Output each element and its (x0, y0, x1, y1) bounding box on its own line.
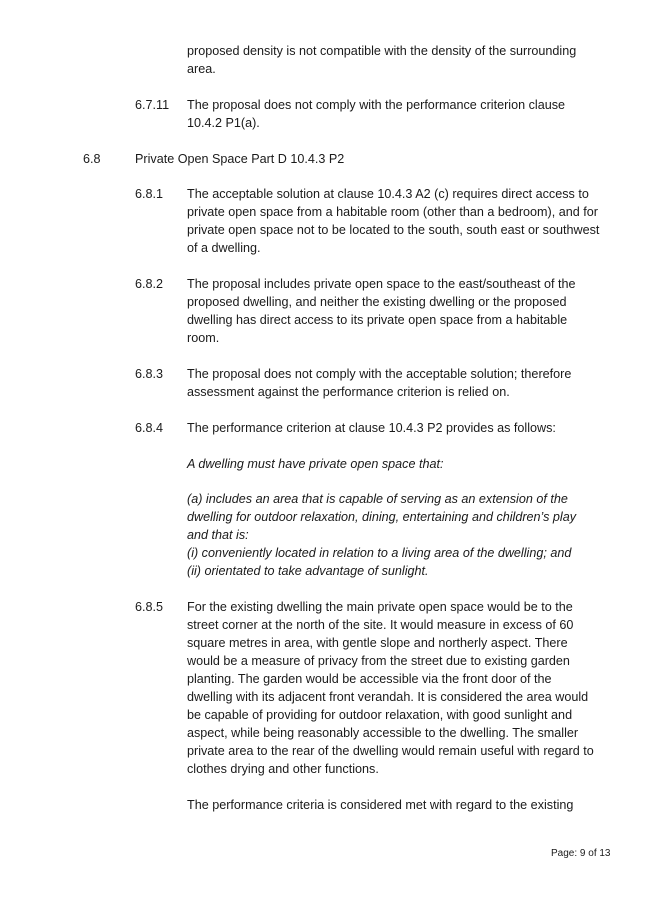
text-line: The proposal does not comply with the acceptable solution; therefore (187, 367, 572, 381)
text-line: room. (187, 331, 220, 345)
text-line: For the existing dwelling the main private open space would be to the (187, 600, 573, 614)
text-line: street corner at the north of the site. It would measure in excess of 60 (187, 618, 574, 632)
intro-paragraph (187, 42, 607, 78)
text-line: area. (187, 62, 216, 76)
paragraph-6-8-5 (187, 598, 607, 778)
quote-line: and that is: (187, 528, 249, 542)
paragraph-6-8-3 (187, 365, 607, 401)
text-line: private area to the rear of the dwelling would remain useful with regard to (187, 744, 594, 758)
text-line: 10.4.2 P1(a). (187, 116, 260, 130)
quote-body (187, 490, 607, 580)
text-line: dwelling with its adjacent front verandah. It is considered the area would (187, 690, 589, 704)
quote-line: (a) includes an area that is capable of serving as an extension of the (187, 492, 568, 506)
paragraph-6-8-1 (187, 185, 607, 257)
quote-line: dwelling for outdoor relaxation, dining, entertaining and children’s play (187, 510, 577, 524)
text-line: private open space not to be located to the south, south east or southwest (187, 223, 600, 237)
text-line: assessment against the performance criterion is relied on. (187, 385, 510, 399)
paragraph-number-6-8-3: 6.8.3 (135, 367, 164, 381)
paragraph-6-8-5-followup: The performance criteria is considered met with regard to the existing (187, 798, 574, 812)
paragraph-number-6-7-11: 6.7.11 (135, 98, 170, 112)
paragraph-number-6-8-4: 6.8.4 (135, 421, 164, 435)
text-line: square metres in area, with gentle slope and northerly aspect. There (187, 636, 568, 650)
text-line: private open space from a habitable room (other than a bedroom), and for (187, 205, 598, 219)
section-heading-6-8: Private Open Space Part D 10.4.3 P2 (135, 152, 345, 166)
page-number: Page: 9 of 13 (551, 848, 611, 859)
text-line: The proposal includes private open space to the east/southeast of the (187, 277, 576, 291)
text-line: The proposal does not comply with the performance criterion clause (187, 98, 566, 112)
text-line: would be a measure of privacy from the street due to existing garden (187, 654, 570, 668)
text-line: The acceptable solution at clause 10.4.3 A2 (c) requires direct access to (187, 187, 589, 201)
quote-line: (ii) orientated to take advantage of sunlight. (187, 564, 429, 578)
paragraph-number-6-8-2: 6.8.2 (135, 277, 164, 291)
text-line: of a dwelling. (187, 241, 261, 255)
quote-intro: A dwelling must have private open space that: (187, 457, 444, 471)
text-line: dwelling has direct access to its private open space from a habitable (187, 313, 568, 327)
section-number-6-8: 6.8 (83, 152, 101, 166)
text-line: be capable of providing for outdoor relaxation, with good sunlight and (187, 708, 573, 722)
text-line: proposed density is not compatible with the density of the surrounding (187, 44, 577, 58)
quote-line: (i) conveniently located in relation to a living area of the dwelling; and (187, 546, 572, 560)
paragraph-6-7-11 (187, 96, 607, 132)
paragraph-number-6-8-1: 6.8.1 (135, 187, 164, 201)
paragraph-6-8-4 (187, 419, 607, 437)
text-line: planting. The garden would be accessible via the front door of the (187, 672, 552, 686)
text-line: clothes drying and other functions. (187, 762, 379, 776)
paragraph-number-6-8-5: 6.8.5 (135, 600, 164, 614)
paragraph-6-8-2 (187, 275, 607, 347)
text-line: The performance criterion at clause 10.4.3 P2 provides as follows: (187, 421, 556, 435)
text-line: proposed dwelling, and neither the existing dwelling or the proposed (187, 295, 567, 309)
text-line: aspect, while being reasonably accessible to the dwelling. The smaller (187, 726, 579, 740)
